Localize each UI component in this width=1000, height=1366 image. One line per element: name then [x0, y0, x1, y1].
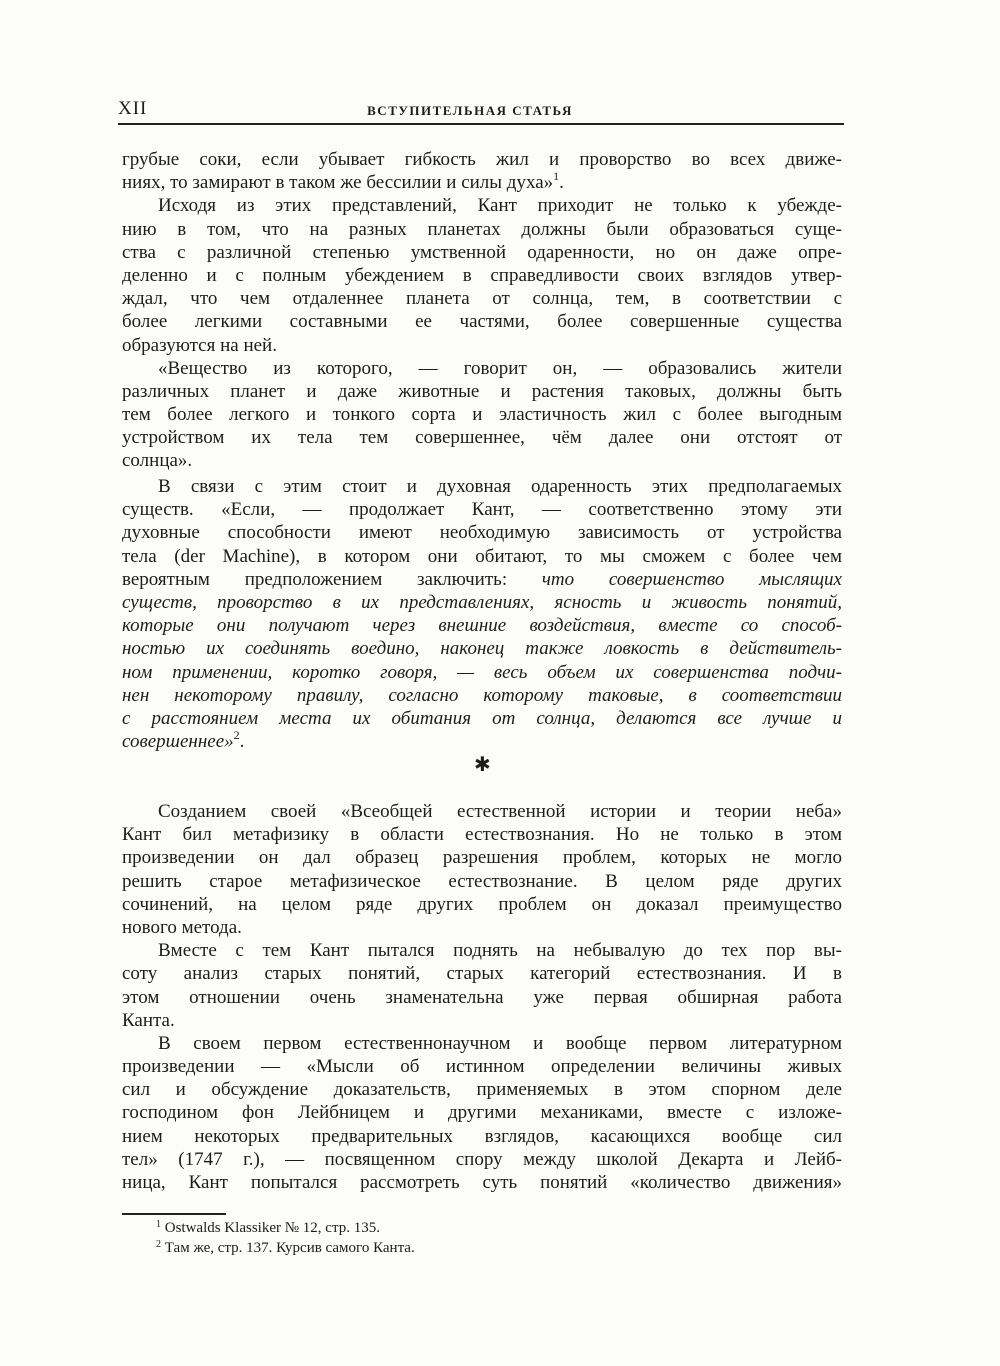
text-line — [122, 962, 842, 985]
footnote-reference: 2 — [233, 728, 240, 743]
text-line — [122, 521, 842, 544]
text-line — [122, 498, 842, 521]
footnote-reference: 1 — [553, 169, 560, 184]
roman-text: сочинений, на целом ряде других проблем он доказал преимущество — [122, 893, 842, 915]
text-line — [122, 380, 842, 403]
punctuation: . — [559, 172, 564, 194]
roman-text: произведении он дал образец разрешения проблем, которых не могло — [122, 847, 842, 869]
roman-text: сил и обсуждение доказательств, применяемых в этом спорном деле — [122, 1079, 842, 1101]
running-title: ВСТУПИТЕЛЬНАЯ СТАТЬЯ — [367, 103, 573, 118]
roman-text: произведении — «Мысли об истинном определении величины живых — [122, 1056, 842, 1078]
footnote-text: Там же, стр. 137. Курсив самого Канта. — [164, 1240, 415, 1256]
roman-text: вероятным предположением заключить: — [122, 568, 542, 590]
footnote-text: Ostwalds Klassiker № 12, стр. 135. — [164, 1220, 380, 1236]
roman-text: более легкими составными ее частями, более совершенные существа — [122, 311, 842, 333]
roman-text: солнца». — [122, 450, 193, 472]
text-line — [122, 1148, 842, 1171]
text-line — [122, 1101, 842, 1124]
text-line — [122, 148, 842, 171]
text-line — [122, 310, 842, 333]
roman-text: устройством их тела тем совершеннее, чём далее они отстоят от — [122, 427, 842, 449]
roman-text: господином фон Лейбницем и другими механиками, вместе с изложе- — [122, 1102, 842, 1124]
italic-text: ностью их соединять воедино, наконец также ловкость в действитель- — [122, 638, 842, 660]
italic-text: которые они получают через внешние воздействия, вместе со способ- — [122, 615, 842, 637]
text-line — [122, 1032, 842, 1055]
text-line — [122, 893, 842, 916]
roman-text: различных планет и даже животные и растения таковых, должны быть — [122, 380, 842, 402]
roman-text: нием некоторых предварительных взглядов, касающихся вообще сил — [122, 1125, 842, 1147]
roman-text: существ. «Если, — продолжает Кант, — соответственно этому эти — [122, 499, 842, 521]
footnote-rule — [122, 1213, 226, 1215]
roman-text: тел» (1747 г.), — посвященном спору между школой Декарта и Лейб- — [122, 1148, 842, 1170]
text-line — [122, 568, 842, 591]
text-line — [122, 870, 842, 893]
text-line — [122, 1055, 842, 1078]
roman-text: соту анализ старых понятий, старых категорий естествознания. И в — [122, 963, 842, 985]
text-line — [122, 684, 842, 707]
roman-text: тела (der Machine), в котором они обитают, то мы сможем с более чем — [122, 545, 842, 567]
footnote-1 — [156, 1218, 380, 1238]
text-line — [122, 823, 842, 846]
text-line — [122, 171, 842, 194]
roman-text: ниях, то замирают в таком же бессилии и силы духа» — [122, 172, 554, 194]
text-line — [122, 264, 842, 287]
text-section-2 — [122, 475, 842, 753]
italic-text: совершеннее» — [122, 731, 234, 753]
text-section-1 — [122, 148, 842, 473]
text-line — [122, 475, 842, 498]
roman-text: ства с различной степенью умственной одаренности, но он даже опре- — [122, 241, 842, 263]
text-line — [122, 218, 842, 241]
text-line — [122, 1125, 842, 1148]
text-line — [122, 334, 842, 357]
roman-text: В связи с этим стоит и духовная одаренность этих предполагаемых — [158, 476, 842, 497]
text-section-3 — [122, 800, 842, 1194]
roman-text: грубые соки, если убывает гибкость жил и проворство во всех движе- — [122, 149, 842, 170]
roman-text: этом отношении очень знаменательна уже первая обширная работа — [122, 986, 842, 1008]
roman-text: Созданием своей «Всеобщей естественной истории и теории неба» — [158, 801, 842, 822]
text-line — [122, 1009, 842, 1032]
text-line — [122, 1171, 842, 1194]
text-line — [122, 287, 842, 310]
roman-text: решить старое метафизическое естествознание. В целом ряде других — [122, 870, 842, 892]
italic-text: нен некоторому правилу, согласно которому таковые, в соответствии — [122, 684, 842, 706]
italic-text: ном применении, коротко говоря, — весь объем их совершенства подчи- — [122, 661, 842, 683]
italic-text: что совершенство мыслящих — [541, 568, 842, 590]
text-line — [122, 614, 842, 637]
header-rule — [118, 123, 844, 125]
text-line — [122, 403, 842, 426]
text-line — [122, 707, 842, 730]
roman-text: образуются на ней. — [122, 334, 277, 356]
text-line — [122, 637, 842, 660]
text-line — [122, 986, 842, 1009]
text-line — [122, 916, 842, 939]
section-separator-star: ✱ — [474, 754, 491, 776]
roman-text: деленно и с полным убеждением в справедливости своих взглядов утвер- — [122, 264, 842, 286]
footnote-mark: 2 — [156, 1239, 161, 1250]
text-line — [122, 939, 842, 962]
roman-text: Вместе с тем Кант пытался поднять на небывалую до тех пор вы- — [158, 940, 842, 962]
roman-text: нию в том, что на разных планетах должны были образоваться суще- — [122, 218, 842, 240]
roman-text: духовные способности имеют необходимую зависимость от устройства — [122, 522, 842, 544]
page-number: XII — [118, 98, 148, 119]
roman-text: В своем первом естественнонаучном и вообще первом литературном — [158, 1032, 842, 1054]
roman-text: Кант бил метафизику в области естествознания. Но не только в этом — [122, 824, 842, 846]
roman-text: ница, Кант попытался рассмотреть суть понятий «количество движения» — [122, 1172, 842, 1193]
text-line — [122, 730, 842, 753]
text-line — [122, 241, 842, 264]
text-line — [122, 545, 842, 568]
roman-text: нового метода. — [122, 916, 242, 938]
text-line — [122, 449, 842, 472]
footnote-mark: 1 — [156, 1219, 161, 1230]
text-line — [122, 800, 842, 823]
punctuation: . — [239, 731, 245, 753]
roman-text: ждал, что чем отдаленнее планета от солнца, тем, в соответствии с — [122, 288, 842, 310]
text-line — [122, 1078, 842, 1101]
italic-text: существ, проворство в их представлениях, ясность и живость понятий, — [122, 591, 842, 613]
text-line — [122, 661, 842, 684]
footnote-2 — [156, 1238, 415, 1258]
text-line — [122, 591, 842, 614]
italic-text: с расстоянием места их обитания от солнца, делаются все лучше и — [122, 707, 842, 729]
text-line — [122, 426, 842, 449]
roman-text: Канта. — [122, 1009, 175, 1031]
roman-text: «Вещество из которого, — говорит он, — образовались жители — [158, 357, 842, 379]
text-line — [122, 357, 842, 380]
roman-text: Исходя из этих представлений, Кант приходит не только к убежде- — [158, 195, 842, 217]
text-line — [122, 846, 842, 869]
roman-text: тем более легкого и тонкого сорта и эластичность жил с более выгодным — [122, 404, 842, 426]
text-line — [122, 194, 842, 217]
